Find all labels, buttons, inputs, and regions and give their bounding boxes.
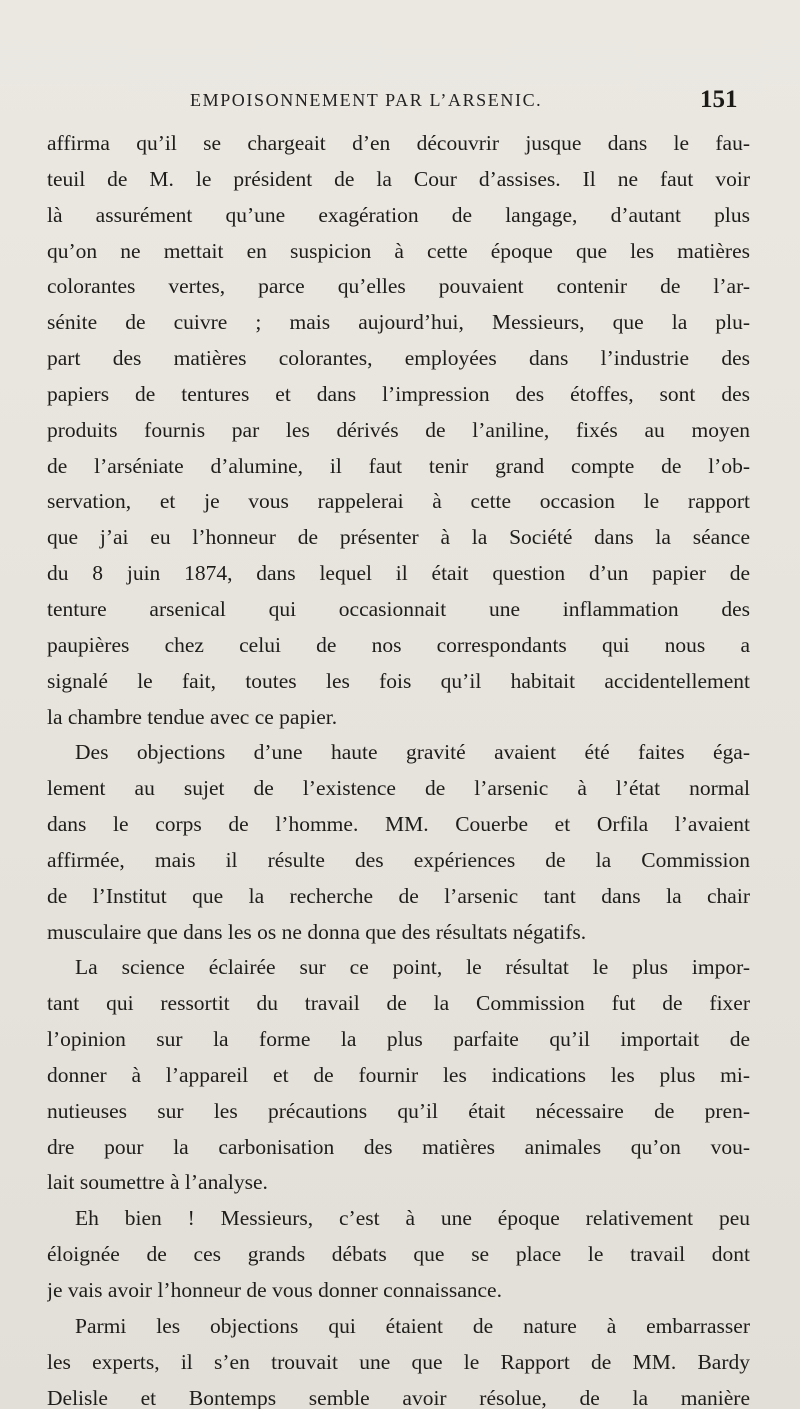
body-text	[47, 126, 750, 1409]
text-line: musculaire que dans les os ne donna que des résultats négatifs.	[47, 919, 587, 944]
text-line: Des objections d’une haute gravité avaient été faites éga-	[75, 740, 750, 765]
text-line: tant qui ressortit du travail de la Commission fut de fixer	[47, 991, 750, 1016]
text-line: du 8 juin 1874, dans lequel il était question d’un papier de	[47, 561, 750, 586]
text-line: tenture arsenical qui occasionnait une inflammation des	[47, 596, 750, 621]
text-line: lement au sujet de l’existence de l’arsenic à l’état normal	[47, 776, 750, 801]
text-line: de l’Institut que la recherche de l’arsenic tant dans la chair	[47, 883, 750, 908]
page-number: 151	[700, 86, 738, 113]
text-line: que j’ai eu l’honneur de présenter à la Société dans la séance	[47, 525, 750, 550]
text-line: papiers de tentures et dans l’impression des étoffes, sont des	[47, 381, 750, 406]
text-line: la chambre tendue avec ce papier.	[47, 704, 338, 729]
running-head	[0, 86, 800, 126]
text-line: lait soumettre à l’analyse.	[47, 1170, 268, 1195]
text-line: de l’arséniate d’alumine, il faut tenir grand compte de l’ob-	[47, 453, 750, 478]
text-line: affirma qu’il se chargeait d’en découvrir jusque dans le fau-	[47, 131, 750, 155]
text-line: donner à l’appareil et de fournir les indications les plus mi-	[47, 1062, 750, 1087]
text-line: Parmi les objections qui étaient de nature à embarrasser	[75, 1313, 750, 1338]
text-line: La science éclairée sur ce point, le résultat le plus impor-	[75, 955, 750, 980]
text-line: l’opinion sur la forme la plus parfaite qu’il importait de	[47, 1027, 750, 1052]
text-line: part des matières colorantes, employées dans l’industrie des	[47, 346, 750, 371]
text-line: Eh bien ! Messieurs, c’est à une époque relativement peu	[75, 1206, 750, 1231]
text-line: nutieuses sur les précautions qu’il était nécessaire de pren-	[47, 1098, 750, 1123]
text-line: dans le corps de l’homme. MM. Couerbe et Orfila l’avaient	[47, 812, 750, 837]
text-line: Delisle et Bontemps semble avoir résolue, de la manière	[47, 1385, 750, 1409]
text-line: dre pour la carbonisation des matières animales qu’on vou-	[47, 1134, 750, 1159]
text-line: les experts, il s’en trouvait une que le Rapport de MM. Bardy	[47, 1349, 750, 1374]
text-line: paupières chez celui de nos correspondants qui nous a	[47, 632, 750, 657]
text-line: qu’on ne mettait en suspicion à cette époque que les matières	[47, 238, 750, 263]
text-line: affirmée, mais il résulte des expériences de la Commission	[47, 847, 750, 872]
text-line: sénite de cuivre ; mais aujourd’hui, Messieurs, que la plu-	[47, 310, 750, 335]
text-line: là assurément qu’une exagération de langage, d’autant plus	[47, 202, 750, 227]
text-line: je vais avoir l’honneur de vous donner connaissance.	[47, 1278, 502, 1302]
text-line: signalé le fait, toutes les fois qu’il habitait accidentellement	[47, 668, 750, 693]
text-line: servation, et je vous rappelerai à cette occasion le rapport	[47, 489, 750, 514]
text-line: éloignée de ces grands débats que se place le travail dont	[47, 1242, 750, 1267]
text-line: produits fournis par les dérivés de l’aniline, fixés au moyen	[47, 417, 750, 442]
text-line: teuil de M. le président de la Cour d’assises. Il ne faut voir	[47, 166, 750, 191]
text-line: colorantes vertes, parce qu’elles pouvaient contenir de l’ar-	[47, 274, 750, 299]
running-title: EMPOISONNEMENT PAR L’ARSENIC.	[190, 90, 543, 110]
